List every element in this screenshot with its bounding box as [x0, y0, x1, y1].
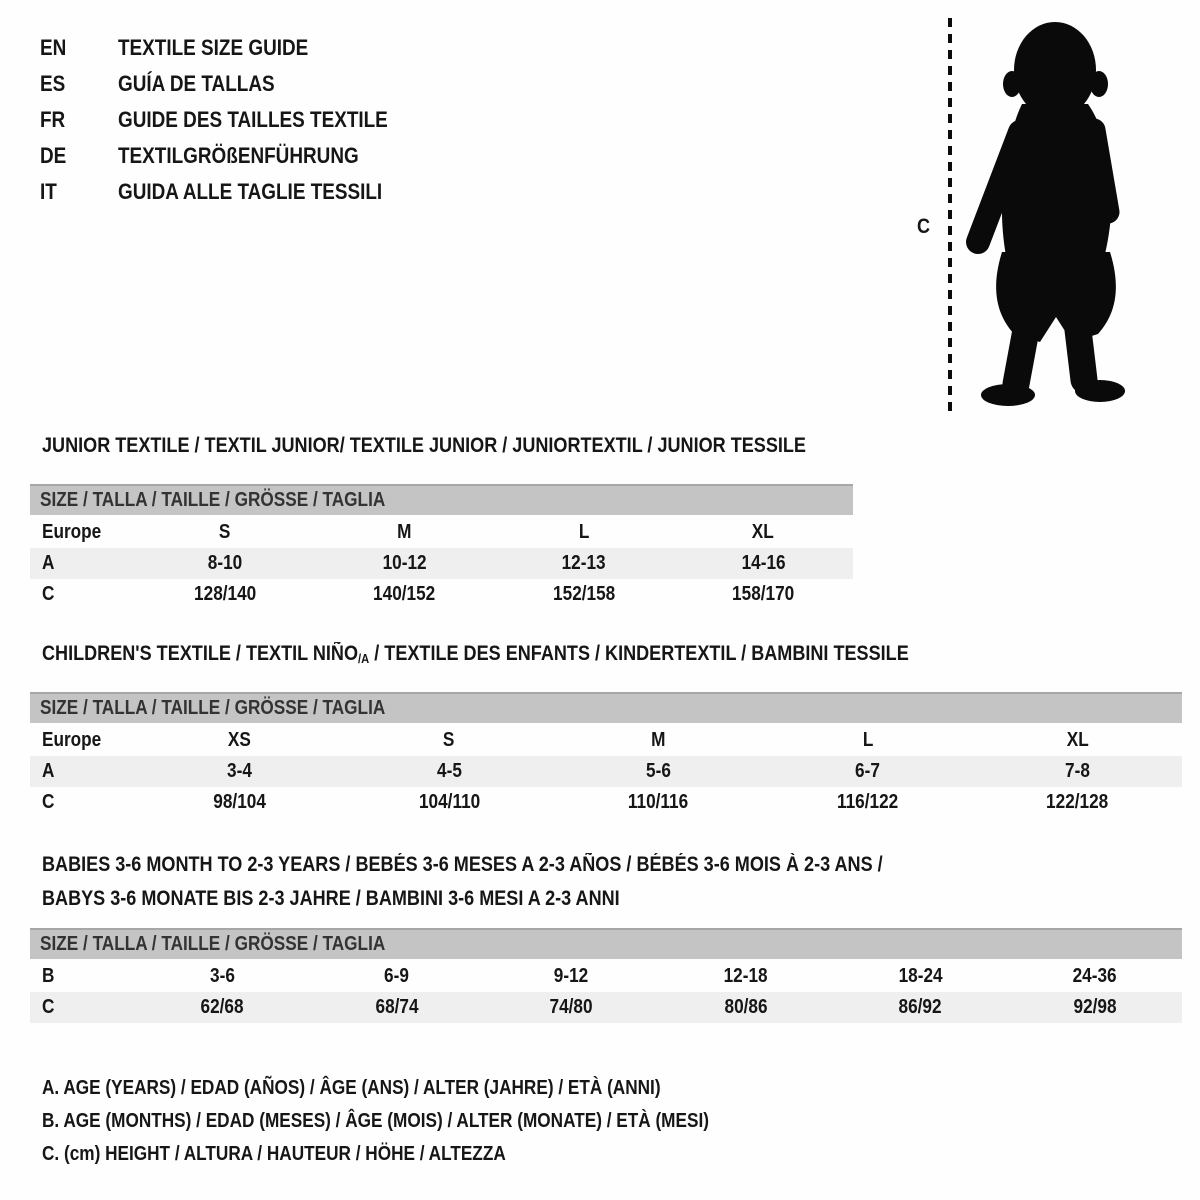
age-cell: 14-16 — [741, 552, 786, 574]
children-section-title: CHILDREN'S TEXTILE / TEXTIL NIÑO/A / TEXTILE DES ENFANTS / KINDERTEXTIL / BAMBINI TESSILE — [42, 642, 909, 666]
language-code: IT — [40, 179, 57, 204]
children-title-subscript: /A — [358, 651, 370, 666]
age-cell: 9-12 — [554, 965, 589, 987]
row-label: C — [42, 791, 55, 813]
age-cell: 12-18 — [723, 965, 768, 987]
row-label: C — [42, 583, 55, 605]
size-header-bar: SIZE / TALLA / TAILLE / GRÖSSE / TAGLIA — [30, 692, 1182, 723]
language-row-en — [40, 30, 432, 66]
junior-size-table — [30, 484, 853, 610]
row-label: Europe — [42, 729, 102, 751]
height-cell: 158/170 — [732, 583, 795, 605]
legend-notes — [42, 1072, 818, 1171]
height-cell: 80/86 — [724, 996, 768, 1018]
baby-silhouette-figure — [962, 12, 1144, 414]
babies-title-line2: BABYS 3-6 MONATE BIS 2-3 JAHRE / BAMBINI 3-6 MESI A 2-3 ANNI — [42, 887, 620, 910]
junior-section-title: JUNIOR TEXTILE / TEXTIL JUNIOR/ TEXTILE JUNIOR / JUNIORTEXTIL / JUNIOR TESSILE — [42, 434, 806, 457]
table-row-height — [30, 992, 1182, 1023]
age-cell: 7-8 — [1064, 760, 1090, 782]
age-cell: 10-12 — [382, 552, 427, 574]
language-row-es — [40, 66, 432, 102]
language-row-fr — [40, 102, 432, 138]
age-cell: 5-6 — [646, 760, 671, 782]
age-cell: 3-6 — [209, 965, 235, 987]
height-cell: 110/116 — [628, 791, 689, 813]
table-row-age — [30, 548, 853, 579]
height-cell: 128/140 — [193, 583, 256, 605]
children-size-table — [30, 692, 1182, 818]
height-measure-dashed-line — [948, 18, 952, 414]
table-row-height — [30, 787, 1182, 818]
size-cell: M — [651, 729, 666, 751]
figure-height-label: C — [917, 215, 931, 238]
height-cell: 62/68 — [200, 996, 244, 1018]
age-cell: 6-9 — [384, 965, 410, 987]
language-title: TEXTILE SIZE GUIDE — [118, 35, 309, 60]
height-cell: 122/128 — [1046, 791, 1109, 813]
language-code: DE — [40, 143, 67, 168]
size-header-bar: SIZE / TALLA / TAILLE / GRÖSSE / TAGLIA — [30, 484, 853, 515]
height-cell: 140/152 — [373, 583, 436, 605]
babies-size-table — [30, 928, 1182, 1023]
age-cell: 8-10 — [207, 552, 242, 574]
age-cell: 4-5 — [436, 760, 462, 782]
language-code: ES — [40, 71, 66, 96]
size-cell: XL — [752, 521, 775, 543]
table-row-europe — [30, 517, 853, 548]
height-cell: 86/92 — [898, 996, 942, 1018]
size-cell: XS — [228, 729, 252, 751]
size-cell: S — [219, 521, 231, 543]
age-cell: 12-13 — [561, 552, 606, 574]
age-cell: 3-4 — [227, 760, 253, 782]
note-age-months: B. AGE (MONTHS) / EDAD (MESES) / ÂGE (MOIS) / ALTER (MONATE) / ETÀ (MESI) — [42, 1110, 709, 1132]
size-cell: L — [862, 729, 874, 751]
age-cell: 24-36 — [1072, 965, 1117, 987]
height-cell: 74/80 — [549, 996, 593, 1018]
height-cell: 116/122 — [837, 791, 899, 813]
babies-title-line1: BABIES 3-6 MONTH TO 2-3 YEARS / BEBÉS 3-6 MESES A 2-3 AÑOS / BÉBÉS 3-6 MOIS À 2-3 ANS / — [42, 853, 883, 876]
note-age-years: A. AGE (YEARS) / EDAD (AÑOS) / ÂGE (ANS) / ALTER (JAHRE) / ETÀ (ANNI) — [42, 1077, 661, 1099]
language-code: EN — [40, 35, 67, 60]
height-cell: 68/74 — [375, 996, 419, 1018]
size-cell: XL — [1066, 729, 1089, 751]
size-cell: S — [443, 729, 455, 751]
row-label: A — [42, 552, 55, 574]
row-label: A — [42, 760, 55, 782]
row-label: B — [42, 965, 55, 987]
height-cell: 104/110 — [418, 791, 480, 813]
table-row-age-months — [30, 961, 1182, 992]
note-height-cm: C. (cm) HEIGHT / ALTURA / HAUTEUR / HÖHE / ALTEZZA — [42, 1143, 506, 1165]
size-cell: L — [578, 521, 590, 543]
age-cell: 18-24 — [898, 965, 943, 987]
language-title: TEXTILGRÖßENFÜHRUNG — [118, 143, 359, 168]
table-row-europe — [30, 725, 1182, 756]
table-row-height — [30, 579, 853, 610]
babies-section-title — [42, 848, 1020, 916]
height-cell: 98/104 — [213, 791, 266, 813]
language-row-it — [40, 174, 432, 210]
language-title: GUÍA DE TALLAS — [118, 71, 275, 96]
size-cell: M — [397, 521, 412, 543]
language-row-de — [40, 138, 432, 174]
row-label: C — [42, 996, 55, 1018]
height-cell: 152/158 — [552, 583, 615, 605]
language-title: GUIDE DES TAILLES TEXTILE — [118, 107, 388, 132]
table-row-age — [30, 756, 1182, 787]
row-label: Europe — [42, 521, 102, 543]
language-code: FR — [40, 107, 66, 132]
language-list — [40, 30, 432, 210]
height-cell: 92/98 — [1073, 996, 1117, 1018]
size-header-bar: SIZE / TALLA / TAILLE / GRÖSSE / TAGLIA — [30, 928, 1182, 959]
language-title: GUIDA ALLE TAGLIE TESSILI — [118, 179, 383, 204]
age-cell: 6-7 — [855, 760, 881, 782]
